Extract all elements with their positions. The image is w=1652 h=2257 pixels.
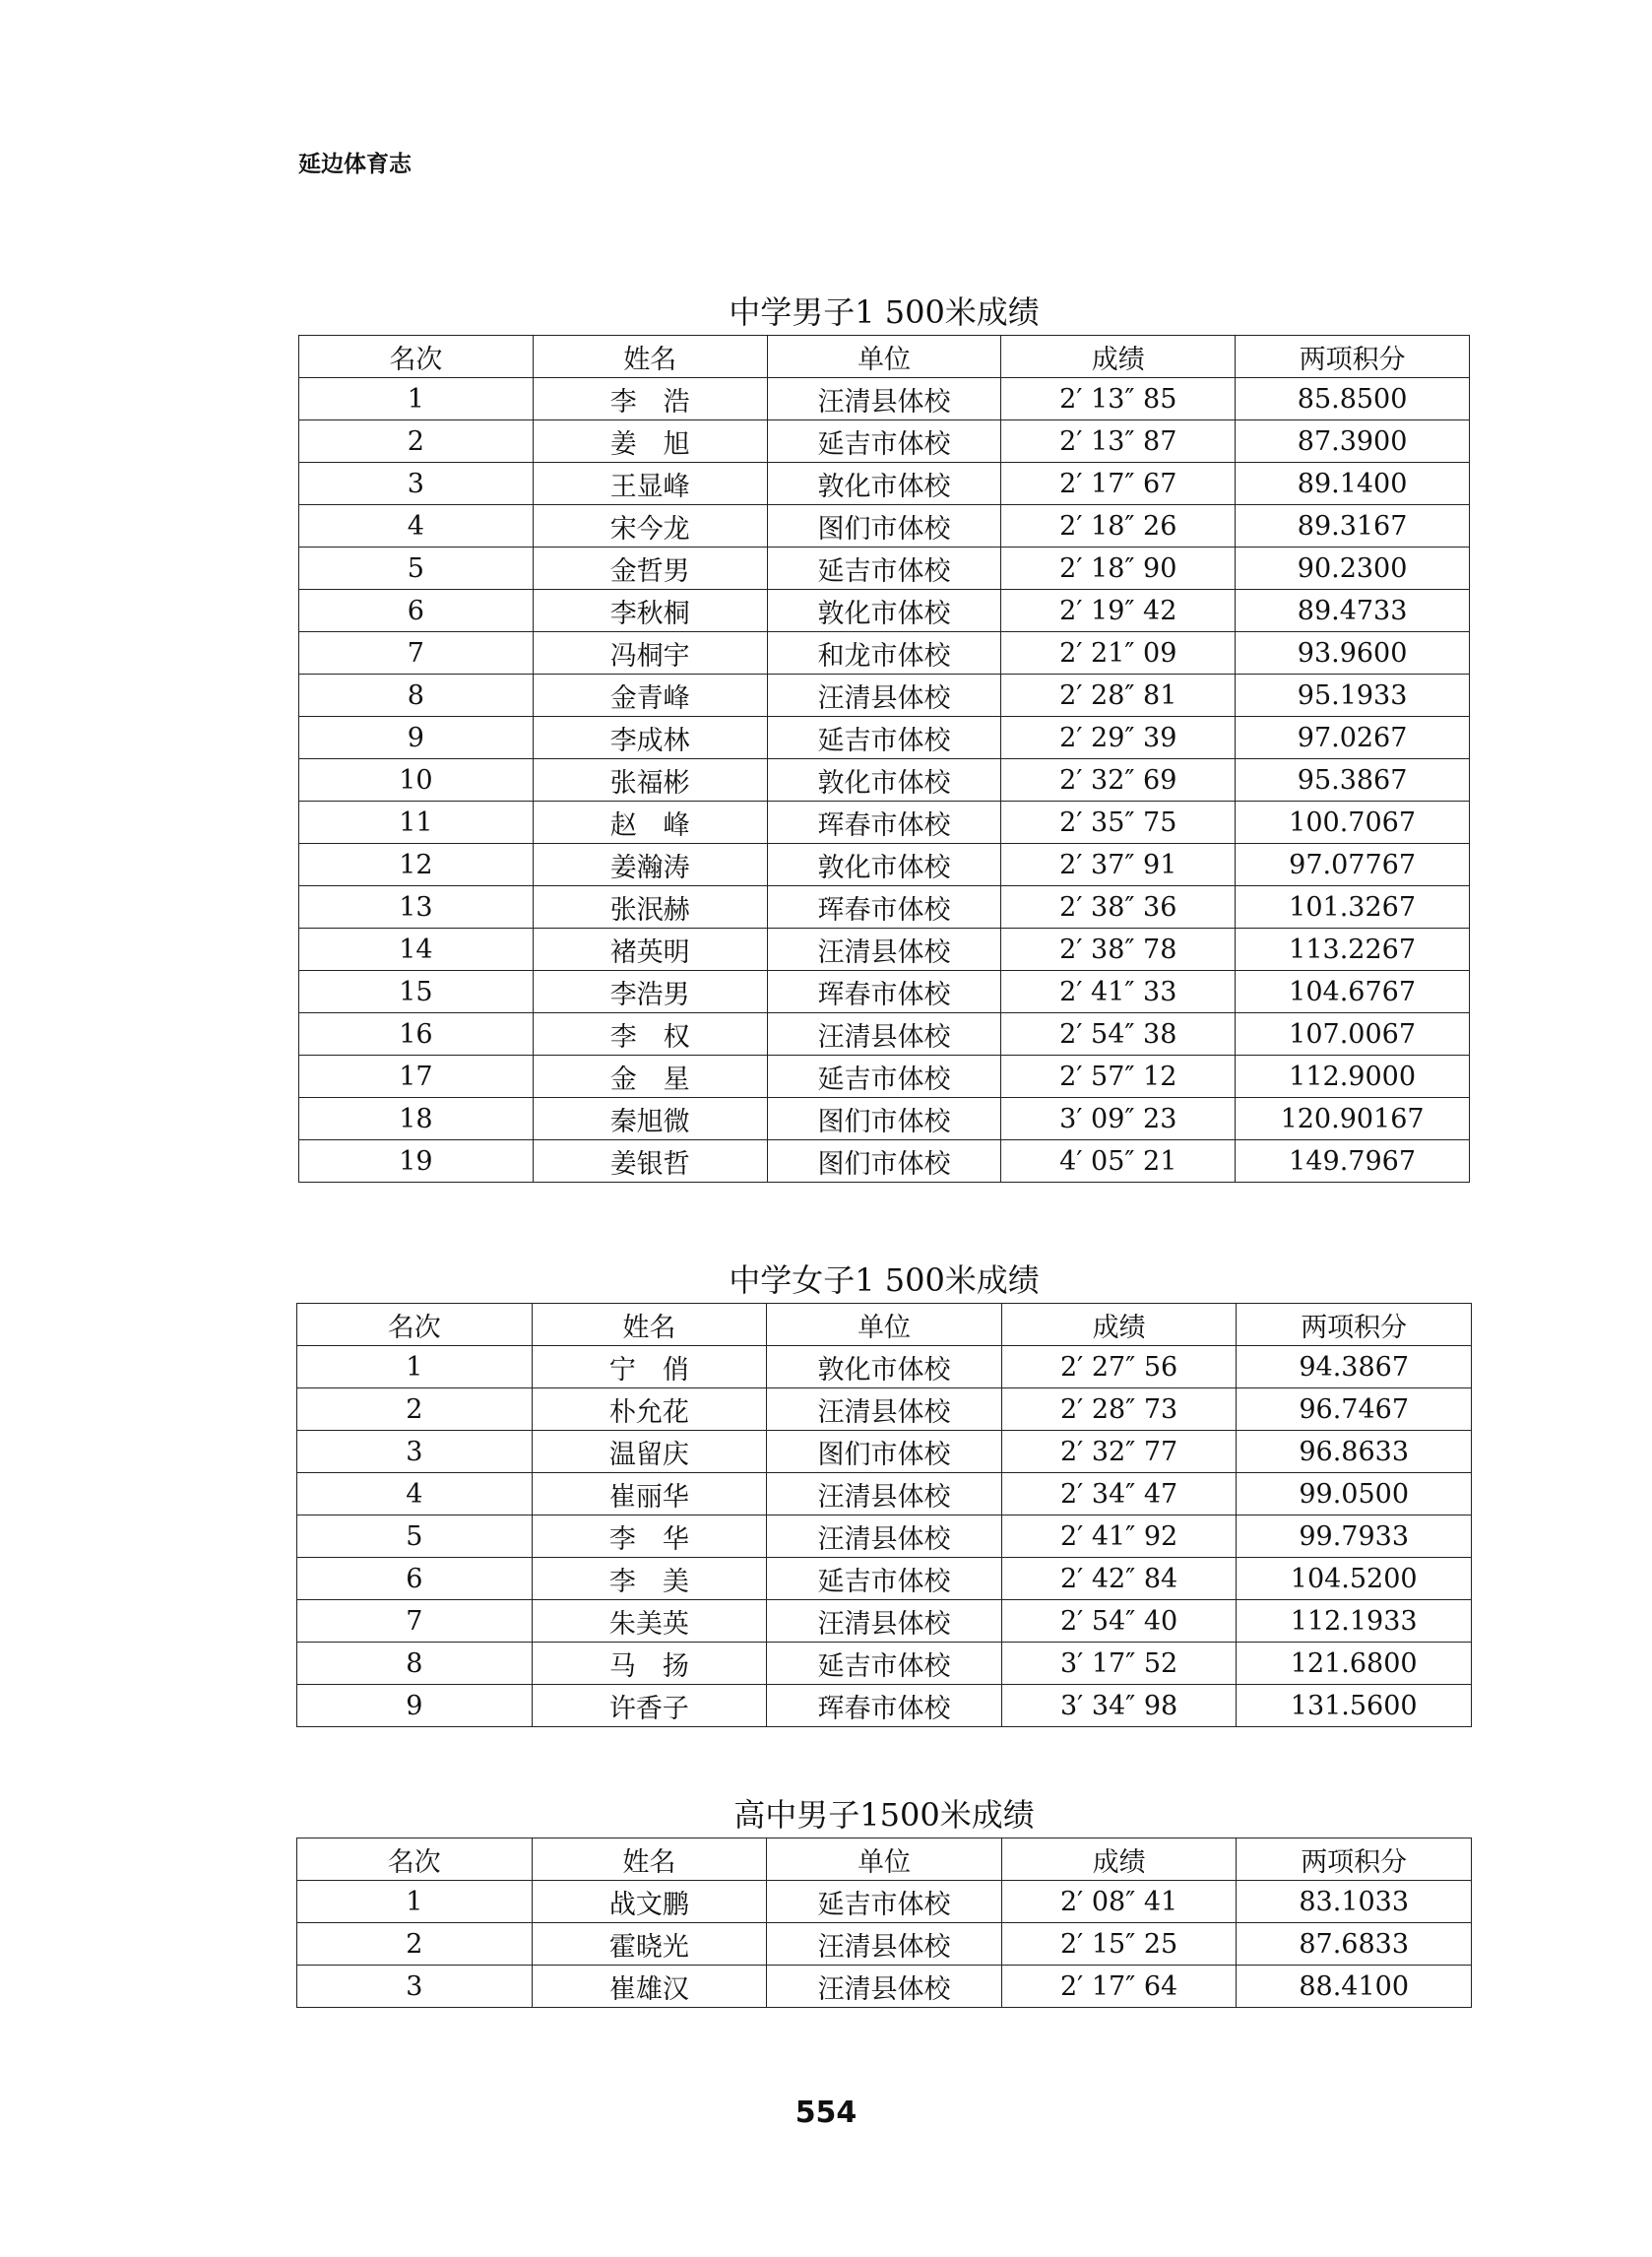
rank-cell: 1 (299, 378, 534, 420)
name-cell: 姜银哲 (533, 1140, 767, 1183)
name-cell: 李 浩 (533, 378, 767, 420)
results-table-middle-boys (298, 335, 1470, 1183)
column-header: 两项积分 (1236, 336, 1470, 378)
rank-cell: 7 (299, 632, 534, 675)
rank-cell: 4 (299, 505, 534, 548)
time-cell: 3′ 17″ 52 (1001, 1643, 1237, 1685)
time-cell: 2′ 27″ 56 (1001, 1346, 1237, 1388)
unit-cell: 汪清县体校 (767, 675, 1001, 717)
unit-cell: 汪清县体校 (767, 1013, 1001, 1056)
rank-cell: 6 (297, 1558, 533, 1600)
table-row (297, 1643, 1472, 1685)
rank-cell: 8 (297, 1643, 533, 1685)
rank-cell: 14 (299, 929, 534, 971)
time-cell: 3′ 09″ 23 (1001, 1098, 1236, 1140)
rank-cell: 15 (299, 971, 534, 1013)
table-row (299, 378, 1470, 420)
name-cell: 姜 旭 (533, 420, 767, 463)
unit-cell: 图们市体校 (767, 505, 1001, 548)
name-cell: 崔雄汉 (532, 1966, 767, 2008)
rank-cell: 8 (299, 675, 534, 717)
name-cell: 温留庆 (532, 1431, 767, 1473)
column-header: 单位 (767, 336, 1001, 378)
unit-cell: 汪清县体校 (767, 1515, 1002, 1558)
rank-cell: 19 (299, 1140, 534, 1183)
section-title-middle-boys: 中学男子1 500米成绩 (729, 293, 1040, 331)
unit-cell: 汪清县体校 (767, 1923, 1002, 1966)
time-cell: 2′ 57″ 12 (1001, 1056, 1236, 1098)
table-row (297, 1923, 1472, 1966)
points-cell: 87.6833 (1237, 1923, 1472, 1966)
rank-cell: 3 (297, 1431, 533, 1473)
column-header: 成绩 (1001, 336, 1236, 378)
table-row (299, 463, 1470, 505)
time-cell: 3′ 34″ 98 (1001, 1685, 1237, 1727)
column-header: 单位 (767, 1838, 1002, 1881)
name-cell: 张福彬 (533, 759, 767, 802)
name-cell: 李浩男 (533, 971, 767, 1013)
rank-cell: 9 (299, 717, 534, 759)
name-cell: 霍晓光 (532, 1923, 767, 1966)
unit-cell: 延吉市体校 (767, 1056, 1001, 1098)
points-cell: 131.5600 (1237, 1685, 1472, 1727)
name-cell: 秦旭微 (533, 1098, 767, 1140)
table-row (299, 844, 1470, 886)
name-cell: 朱美英 (532, 1600, 767, 1643)
points-cell: 113.2267 (1236, 929, 1470, 971)
points-cell: 89.1400 (1236, 463, 1470, 505)
time-cell: 2′ 35″ 75 (1001, 802, 1236, 844)
points-cell: 97.07767 (1236, 844, 1470, 886)
name-cell: 宋今龙 (533, 505, 767, 548)
points-cell: 107.0067 (1236, 1013, 1470, 1056)
name-cell: 许香子 (532, 1685, 767, 1727)
name-cell: 张泯赫 (533, 886, 767, 929)
column-header: 姓名 (533, 336, 767, 378)
points-cell: 96.7467 (1237, 1388, 1472, 1431)
time-cell: 2′ 28″ 81 (1001, 675, 1236, 717)
table-row (297, 1473, 1472, 1515)
name-cell: 李秋桐 (533, 590, 767, 632)
time-cell: 4′ 05″ 21 (1001, 1140, 1236, 1183)
table-row (297, 1600, 1472, 1643)
section-title-high-boys: 高中男子1500米成绩 (733, 1796, 1035, 1834)
name-cell: 王显峰 (533, 463, 767, 505)
rank-cell: 6 (299, 590, 534, 632)
table-row (297, 1881, 1472, 1923)
time-cell: 2′ 54″ 40 (1001, 1600, 1237, 1643)
unit-cell: 珲春市体校 (767, 886, 1001, 929)
time-cell: 2′ 38″ 36 (1001, 886, 1236, 929)
name-cell: 褚英明 (533, 929, 767, 971)
points-cell: 100.7067 (1236, 802, 1470, 844)
rank-cell: 11 (299, 802, 534, 844)
name-cell: 战文鹏 (532, 1881, 767, 1923)
unit-cell: 汪清县体校 (767, 1600, 1002, 1643)
table-row (299, 929, 1470, 971)
section-title-middle-girls: 中学女子1 500米成绩 (729, 1261, 1040, 1299)
table-row (299, 1056, 1470, 1098)
table-header-row (297, 1304, 1472, 1346)
time-cell: 2′ 37″ 91 (1001, 844, 1236, 886)
rank-cell: 2 (297, 1388, 533, 1431)
points-cell: 101.3267 (1236, 886, 1470, 929)
rank-cell: 4 (297, 1473, 533, 1515)
name-cell: 赵 峰 (533, 802, 767, 844)
points-cell: 88.4100 (1237, 1966, 1472, 2008)
results-table-high-boys (296, 1838, 1472, 2008)
rank-cell: 7 (297, 1600, 533, 1643)
table-row (299, 717, 1470, 759)
points-cell: 104.5200 (1237, 1558, 1472, 1600)
points-cell: 83.1033 (1237, 1881, 1472, 1923)
table-header-row (299, 336, 1470, 378)
name-cell: 金 星 (533, 1056, 767, 1098)
table-header-row (297, 1838, 1472, 1881)
name-cell: 李 华 (532, 1515, 767, 1558)
results-table-middle-girls (296, 1303, 1472, 1727)
points-cell: 93.9600 (1236, 632, 1470, 675)
name-cell: 金青峰 (533, 675, 767, 717)
time-cell: 2′ 13″ 87 (1001, 420, 1236, 463)
column-header: 两项积分 (1237, 1304, 1472, 1346)
rank-cell: 3 (299, 463, 534, 505)
unit-cell: 敦化市体校 (767, 463, 1001, 505)
unit-cell: 图们市体校 (767, 1098, 1001, 1140)
name-cell: 李 权 (533, 1013, 767, 1056)
rank-cell: 10 (299, 759, 534, 802)
time-cell: 2′ 41″ 33 (1001, 971, 1236, 1013)
table-row (297, 1431, 1472, 1473)
table-row (299, 420, 1470, 463)
time-cell: 2′ 28″ 73 (1001, 1388, 1237, 1431)
table-row (297, 1558, 1472, 1600)
table-row (297, 1966, 1472, 2008)
unit-cell: 敦化市体校 (767, 590, 1001, 632)
unit-cell: 图们市体校 (767, 1431, 1002, 1473)
time-cell: 2′ 08″ 41 (1001, 1881, 1237, 1923)
table-row (299, 632, 1470, 675)
name-cell: 金哲男 (533, 548, 767, 590)
time-cell: 2′ 21″ 09 (1001, 632, 1236, 675)
unit-cell: 敦化市体校 (767, 759, 1001, 802)
table-row (299, 1013, 1470, 1056)
rank-cell: 13 (299, 886, 534, 929)
rank-cell: 17 (299, 1056, 534, 1098)
time-cell: 2′ 13″ 85 (1001, 378, 1236, 420)
unit-cell: 延吉市体校 (767, 1881, 1002, 1923)
time-cell: 2′ 17″ 64 (1001, 1966, 1237, 2008)
unit-cell: 汪清县体校 (767, 1473, 1002, 1515)
column-header: 两项积分 (1237, 1838, 1472, 1881)
points-cell: 149.7967 (1236, 1140, 1470, 1183)
table-row (299, 802, 1470, 844)
time-cell: 2′ 32″ 77 (1001, 1431, 1237, 1473)
time-cell: 2′ 34″ 47 (1001, 1473, 1237, 1515)
rank-cell: 5 (297, 1515, 533, 1558)
table-row (299, 971, 1470, 1013)
column-header: 名次 (297, 1838, 533, 1881)
name-cell: 崔丽华 (532, 1473, 767, 1515)
column-header: 姓名 (532, 1304, 767, 1346)
unit-cell: 珲春市体校 (767, 802, 1001, 844)
table-row (299, 548, 1470, 590)
unit-cell: 敦化市体校 (767, 844, 1001, 886)
column-header: 单位 (767, 1304, 1002, 1346)
table-row (297, 1388, 1472, 1431)
points-cell: 95.1933 (1236, 675, 1470, 717)
table-row (297, 1346, 1472, 1388)
points-cell: 87.3900 (1236, 420, 1470, 463)
rank-cell: 1 (297, 1346, 533, 1388)
page-number: 554 (794, 2096, 858, 2130)
unit-cell: 珲春市体校 (767, 1685, 1002, 1727)
unit-cell: 敦化市体校 (767, 1346, 1002, 1388)
unit-cell: 汪清县体校 (767, 1966, 1002, 2008)
rank-cell: 1 (297, 1881, 533, 1923)
time-cell: 2′ 42″ 84 (1001, 1558, 1237, 1600)
table-row (299, 1140, 1470, 1183)
name-cell: 马 扬 (532, 1643, 767, 1685)
name-cell: 李 美 (532, 1558, 767, 1600)
points-cell: 99.7933 (1237, 1515, 1472, 1558)
points-cell: 94.3867 (1237, 1346, 1472, 1388)
column-header: 名次 (299, 336, 534, 378)
time-cell: 2′ 38″ 78 (1001, 929, 1236, 971)
table-row (297, 1515, 1472, 1558)
time-cell: 2′ 17″ 67 (1001, 463, 1236, 505)
book-title: 延边体育志 (298, 152, 412, 177)
time-cell: 2′ 19″ 42 (1001, 590, 1236, 632)
unit-cell: 和龙市体校 (767, 632, 1001, 675)
points-cell: 95.3867 (1236, 759, 1470, 802)
points-cell: 96.8633 (1237, 1431, 1472, 1473)
time-cell: 2′ 15″ 25 (1001, 1923, 1237, 1966)
unit-cell: 珲春市体校 (767, 971, 1001, 1013)
points-cell: 90.2300 (1236, 548, 1470, 590)
name-cell: 姜瀚涛 (533, 844, 767, 886)
table-row (299, 759, 1470, 802)
points-cell: 112.9000 (1236, 1056, 1470, 1098)
time-cell: 2′ 18″ 90 (1001, 548, 1236, 590)
unit-cell: 图们市体校 (767, 1140, 1001, 1183)
unit-cell: 汪清县体校 (767, 1388, 1002, 1431)
rank-cell: 9 (297, 1685, 533, 1727)
unit-cell: 延吉市体校 (767, 1558, 1002, 1600)
points-cell: 121.6800 (1237, 1643, 1472, 1685)
points-cell: 89.4733 (1236, 590, 1470, 632)
table-row (299, 590, 1470, 632)
points-cell: 89.3167 (1236, 505, 1470, 548)
table-row (299, 886, 1470, 929)
rank-cell: 2 (297, 1923, 533, 1966)
time-cell: 2′ 29″ 39 (1001, 717, 1236, 759)
rank-cell: 16 (299, 1013, 534, 1056)
table-row (299, 505, 1470, 548)
column-header: 成绩 (1001, 1838, 1237, 1881)
unit-cell: 汪清县体校 (767, 929, 1001, 971)
name-cell: 李成林 (533, 717, 767, 759)
unit-cell: 延吉市体校 (767, 1643, 1002, 1685)
rank-cell: 5 (299, 548, 534, 590)
points-cell: 112.1933 (1237, 1600, 1472, 1643)
points-cell: 120.90167 (1236, 1098, 1470, 1140)
points-cell: 97.0267 (1236, 717, 1470, 759)
column-header: 名次 (297, 1304, 533, 1346)
table-row (299, 1098, 1470, 1140)
name-cell: 冯桐宇 (533, 632, 767, 675)
points-cell: 104.6767 (1236, 971, 1470, 1013)
table-row (299, 675, 1470, 717)
column-header: 姓名 (532, 1838, 767, 1881)
rank-cell: 2 (299, 420, 534, 463)
rank-cell: 12 (299, 844, 534, 886)
points-cell: 85.8500 (1236, 378, 1470, 420)
rank-cell: 3 (297, 1966, 533, 2008)
unit-cell: 延吉市体校 (767, 717, 1001, 759)
time-cell: 2′ 41″ 92 (1001, 1515, 1237, 1558)
points-cell: 99.0500 (1237, 1473, 1472, 1515)
unit-cell: 延吉市体校 (767, 548, 1001, 590)
table-row (297, 1685, 1472, 1727)
time-cell: 2′ 54″ 38 (1001, 1013, 1236, 1056)
column-header: 成绩 (1001, 1304, 1237, 1346)
unit-cell: 延吉市体校 (767, 420, 1001, 463)
unit-cell: 汪清县体校 (767, 378, 1001, 420)
name-cell: 朴允花 (532, 1388, 767, 1431)
time-cell: 2′ 32″ 69 (1001, 759, 1236, 802)
name-cell: 宁 俏 (532, 1346, 767, 1388)
rank-cell: 18 (299, 1098, 534, 1140)
time-cell: 2′ 18″ 26 (1001, 505, 1236, 548)
